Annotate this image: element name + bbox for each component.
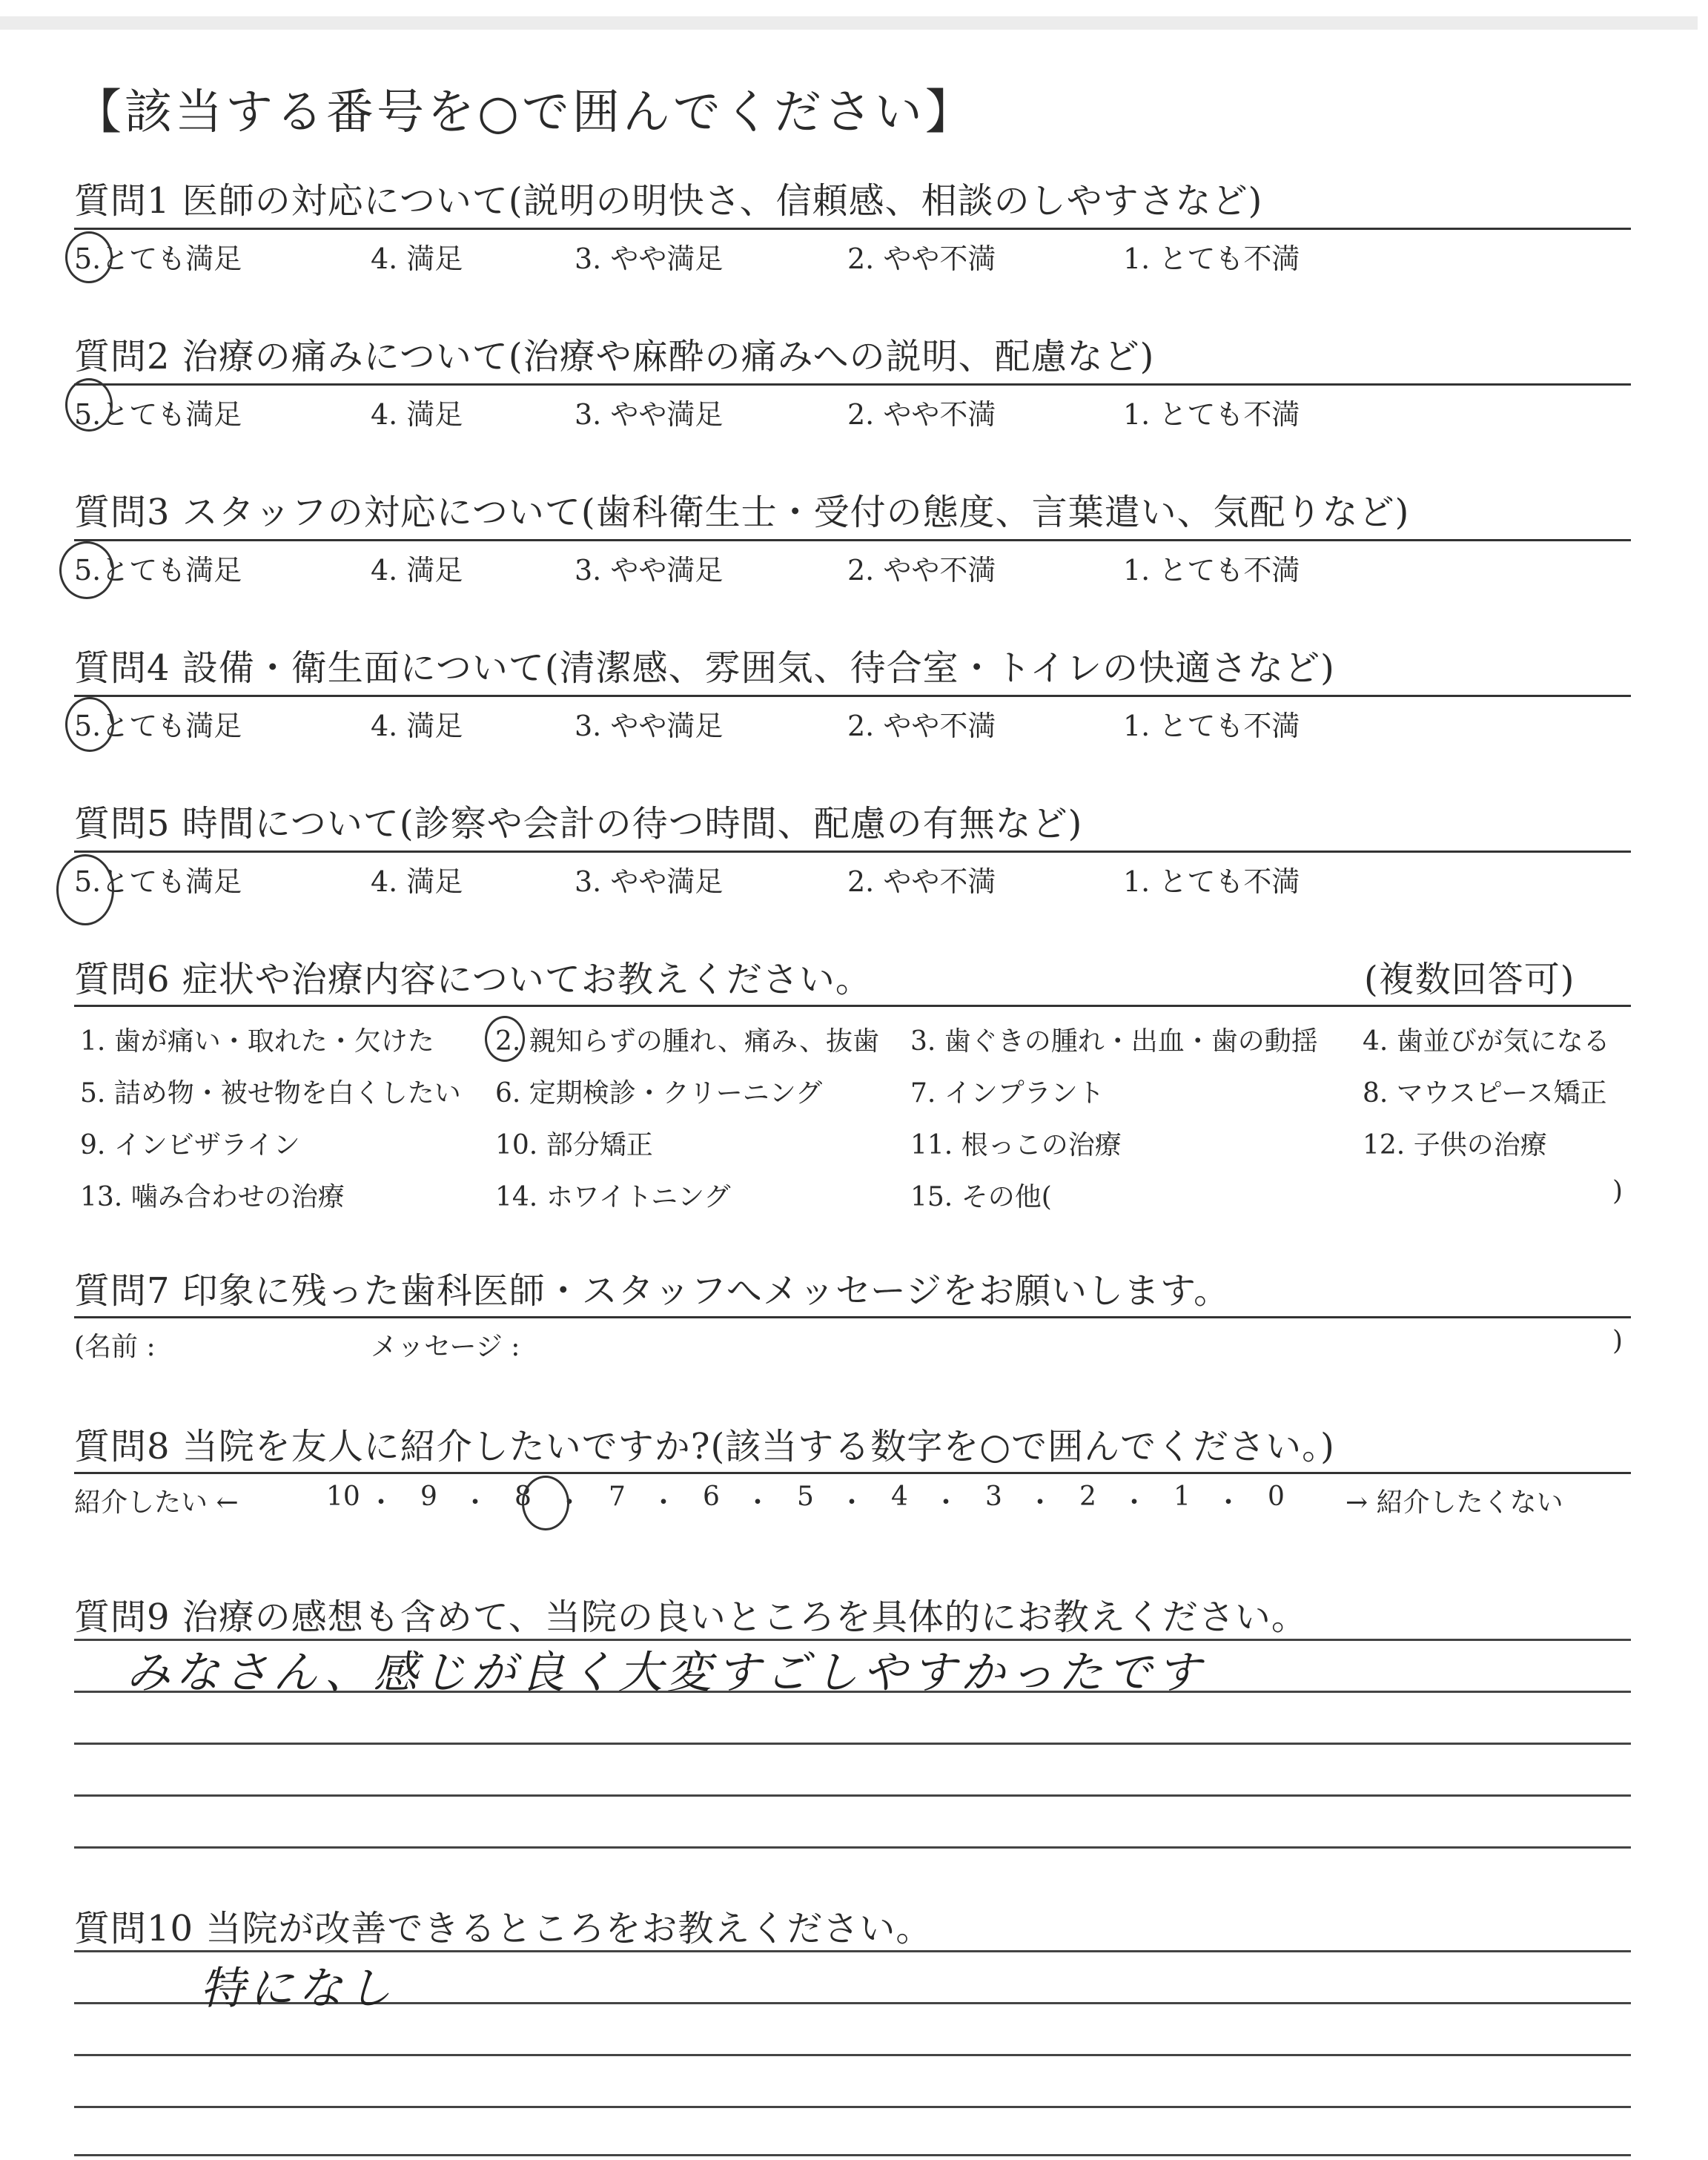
question-4-rule — [74, 695, 1631, 697]
q10-line-4 — [74, 2106, 1631, 2108]
q3-option-4[interactable]: 4. 満足 — [371, 554, 463, 587]
q2-option-4[interactable]: 4. 満足 — [371, 398, 463, 431]
q6-item-7[interactable]: 7. インプラント — [910, 1078, 1105, 1109]
q6-item-2[interactable]: 2. 親知らずの腫れ、痛み、抜歯 — [495, 1026, 880, 1057]
q8-scale-0[interactable]: 0 — [1268, 1482, 1285, 1512]
q8-scale-4[interactable]: 4 — [891, 1482, 908, 1512]
q9-line-5 — [74, 1846, 1631, 1849]
q5-option-2[interactable]: 2. やや不満 — [847, 865, 996, 898]
q8-scale-6[interactable]: 6 — [703, 1482, 720, 1512]
question-2-title: 質問2 治療の痛みについて(治療や麻酔の痛みへの説明、配慮など) — [74, 336, 1155, 377]
q1-option-4[interactable]: 4. 満足 — [371, 242, 463, 275]
q8-scale-separator: ・ — [368, 1487, 395, 1518]
q6-item-8[interactable]: 8. マウスピース矯正 — [1363, 1078, 1607, 1109]
question-6-note: (複数回答可) — [1364, 959, 1575, 1000]
q4-option-5[interactable]: 5.とても満足 — [74, 710, 242, 742]
q4-option-4[interactable]: 4. 満足 — [371, 710, 463, 742]
q8-scale-separator: ・ — [1121, 1487, 1148, 1518]
question-3-title: 質問3 スタッフの対応について(歯科衛生士・受付の態度、言葉遣い、気配りなど) — [74, 492, 1410, 533]
q8-right-label: → 紹介したくない — [1345, 1487, 1563, 1518]
q6-item-11[interactable]: 11. 根っこの治療 — [910, 1130, 1122, 1160]
question-1-rule — [74, 228, 1631, 230]
q1-option-1[interactable]: 1. とても不満 — [1123, 242, 1300, 275]
q8-scale-separator: ・ — [556, 1487, 583, 1518]
q6-item-13[interactable]: 13. 噛み合わせの治療 — [80, 1182, 345, 1212]
q4-option-2[interactable]: 2. やや不満 — [847, 710, 996, 742]
q2-option-5[interactable]: 5.とても満足 — [74, 398, 242, 431]
q6-selection-circle — [485, 1016, 525, 1062]
q3-option-2[interactable]: 2. やや不満 — [847, 554, 996, 587]
q8-scale-2[interactable]: 2 — [1079, 1482, 1096, 1512]
q8-scale-separator: ・ — [1027, 1487, 1054, 1518]
question-3-rule — [74, 539, 1631, 541]
q6-item-9[interactable]: 9. インビザライン — [80, 1130, 300, 1160]
question-8-title: 質問8 当院を友人に紹介したいですか?(該当する数字を○で囲んでください。) — [74, 1426, 1335, 1467]
q6-item-4[interactable]: 4. 歯並びが気になる — [1363, 1026, 1610, 1057]
q6-item-1[interactable]: 1. 歯が痛い・取れた・欠けた — [80, 1026, 434, 1057]
instructions-header: 【該当する番号を○で囲んでください】 — [74, 85, 976, 140]
q8-scale-7[interactable]: 7 — [609, 1482, 626, 1512]
q2-option-1[interactable]: 1. とても不満 — [1123, 398, 1300, 431]
question-5-title: 質問5 時間について(診察や会計の待つ時間、配慮の有無など) — [74, 803, 1083, 845]
q8-scale-separator: ・ — [1215, 1487, 1242, 1518]
q7-name-label: (名前 : — [74, 1332, 156, 1362]
question-6-rule — [74, 1005, 1631, 1007]
q4-option-3[interactable]: 3. やや満足 — [575, 710, 724, 742]
q8-scale-5[interactable]: 5 — [797, 1482, 814, 1512]
q3-option-1[interactable]: 1. とても不満 — [1123, 554, 1300, 587]
question-6-title: 質問6 症状や治療内容についてお教えください。 — [74, 959, 872, 1000]
q8-scale-separator: ・ — [462, 1487, 489, 1518]
q5-option-3[interactable]: 3. やや満足 — [575, 865, 724, 898]
q8-scale-8[interactable]: 8 — [514, 1482, 532, 1512]
q4-option-1[interactable]: 1. とても不満 — [1123, 710, 1300, 742]
q8-scale-separator: ・ — [744, 1487, 772, 1518]
q9-line-3 — [74, 1743, 1631, 1745]
q9-line-4 — [74, 1794, 1631, 1797]
q4-selection-circle — [65, 697, 114, 752]
q6-item-15-close: ) — [1612, 1176, 1623, 1206]
q6-item-3[interactable]: 3. 歯ぐきの腫れ・出血・歯の動揺 — [910, 1026, 1318, 1057]
q8-scale-separator: ・ — [838, 1487, 866, 1518]
q8-scale-9[interactable]: 9 — [420, 1482, 437, 1512]
q3-option-3[interactable]: 3. やや満足 — [575, 554, 724, 587]
question-8-rule — [74, 1472, 1631, 1474]
q2-option-2[interactable]: 2. やや不満 — [847, 398, 996, 431]
question-4-title: 質問4 設備・衛生面について(清潔感、雰囲気、待合室・トイレの快適さなど) — [74, 647, 1335, 689]
q8-scale-separator: ・ — [650, 1487, 678, 1518]
q1-selection-circle — [65, 231, 113, 283]
q7-message-label: メッセージ : — [371, 1332, 520, 1362]
q5-selection-circle — [56, 854, 114, 925]
q6-item-15[interactable]: 15. その他( — [910, 1182, 1052, 1212]
q8-scale-separator: ・ — [933, 1487, 960, 1518]
question-1-title: 質問1 医師の対応について(説明の明快さ、信頼感、相談のしやすさなど) — [74, 180, 1263, 222]
q8-scale-10[interactable]: 10 — [326, 1482, 360, 1512]
q8-left-label: 紹介したい ← — [74, 1487, 239, 1518]
q1-option-2[interactable]: 2. やや不満 — [847, 242, 996, 275]
q10-line-1 — [74, 1950, 1631, 1952]
q3-selection-circle — [59, 541, 114, 599]
q10-handwritten-answer: 特になし — [200, 1963, 396, 2015]
q1-option-3[interactable]: 3. やや満足 — [575, 242, 724, 275]
question-9-title: 質問9 治療の感想も含めて、当院の良いところを具体的にお教えください。 — [74, 1596, 1308, 1638]
q9-handwritten-answer: みなさん、感じが良く大変すごしやすかったです — [126, 1647, 1205, 1699]
q6-item-6[interactable]: 6. 定期検診・クリーニング — [495, 1078, 823, 1109]
q6-item-10[interactable]: 10. 部分矯正 — [495, 1130, 653, 1160]
q8-selection-circle — [522, 1476, 569, 1530]
q1-option-5[interactable]: 5.とても満足 — [74, 242, 242, 275]
question-10-title: 質問10 当院が改善できるところをお教えください。 — [74, 1908, 933, 1949]
q6-item-12[interactable]: 12. 子供の治療 — [1363, 1130, 1547, 1160]
q8-scale-1[interactable]: 1 — [1174, 1482, 1191, 1512]
q2-selection-circle — [65, 378, 113, 432]
q3-option-5[interactable]: 5.とても満足 — [74, 554, 242, 587]
question-2-rule — [74, 383, 1631, 386]
scan-edge — [0, 16, 1698, 30]
q5-option-4[interactable]: 4. 満足 — [371, 865, 463, 898]
q7-close-paren: ) — [1612, 1326, 1623, 1356]
q2-option-3[interactable]: 3. やや満足 — [575, 398, 724, 431]
q5-option-5[interactable]: 5.とても満足 — [74, 865, 242, 898]
q5-option-1[interactable]: 1. とても不満 — [1123, 865, 1300, 898]
question-7-rule — [74, 1316, 1631, 1318]
question-7-title: 質問7 印象に残った歯科医師・スタッフへメッセージをお願いします。 — [74, 1270, 1231, 1312]
q10-line-5 — [74, 2154, 1631, 2156]
q8-scale-3[interactable]: 3 — [985, 1482, 1002, 1512]
q6-item-14[interactable]: 14. ホワイトニング — [495, 1182, 731, 1212]
q10-line-3 — [74, 2054, 1631, 2056]
q6-item-5[interactable]: 5. 詰め物・被せ物を白くしたい — [80, 1078, 461, 1109]
question-5-rule — [74, 851, 1631, 853]
